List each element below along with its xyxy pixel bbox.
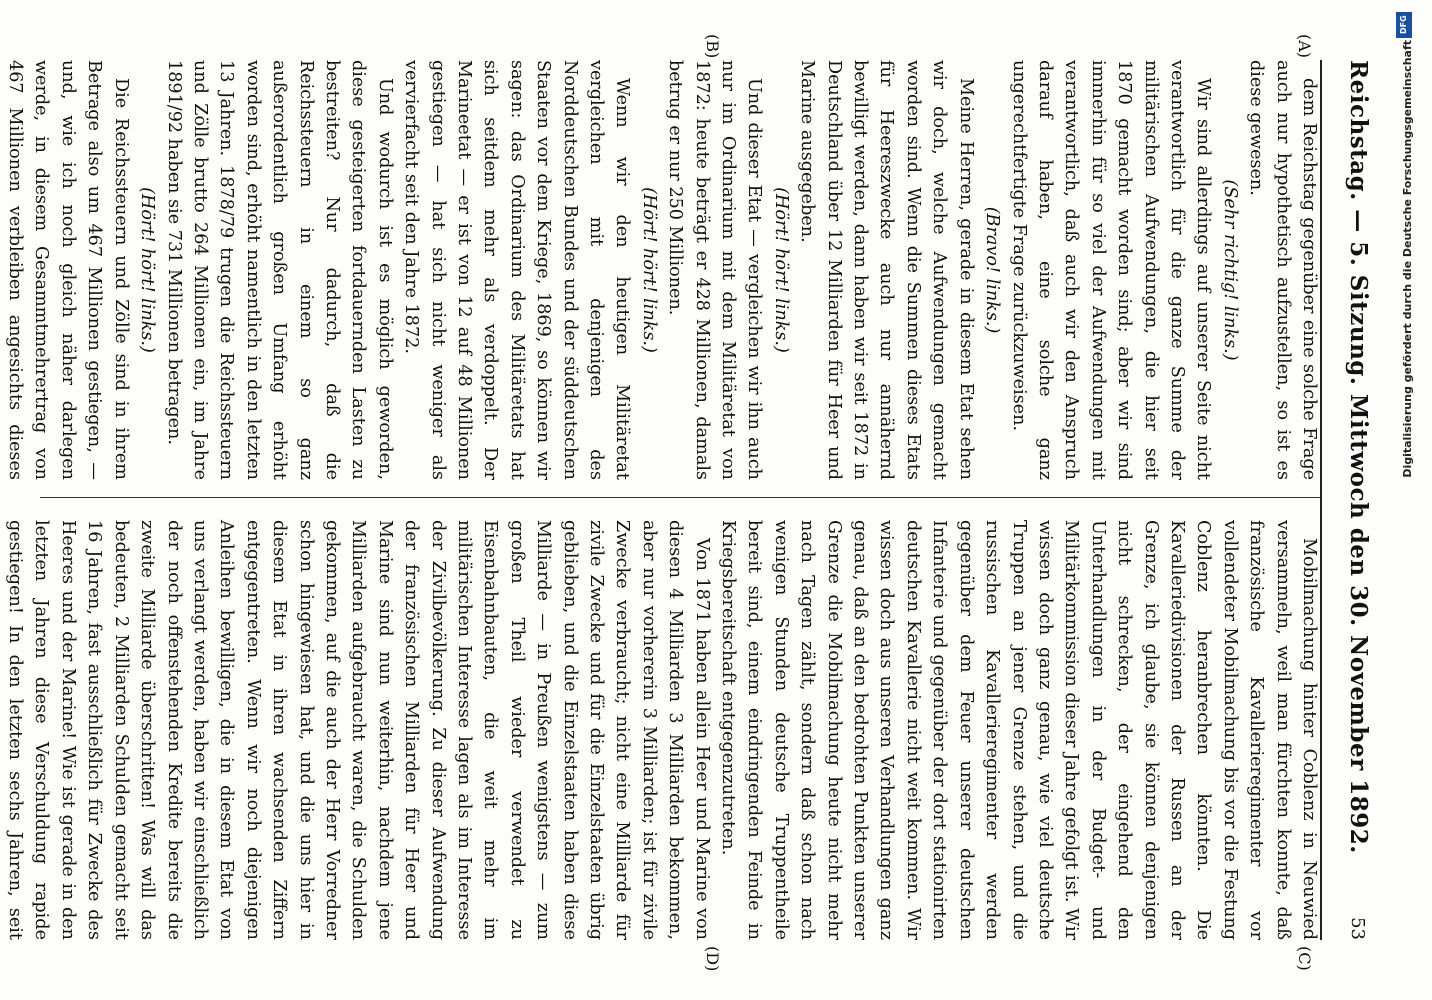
interjection: (Hört! hört! links.) [638,187,659,353]
column-divider [40,497,1320,498]
page-header-title: Reichstag. — 5. Sitzung. Mittwoch den 30. November 1892. [1345,60,1372,854]
left-text-column [5,60,1322,480]
margin-marker-d: (D) [703,946,722,972]
paragraph: dem Reichstag gegenüber eine solche Frage auch nur hypothetisch aufzustellen, so ist es diese gewesen. [1246,60,1319,480]
interjection: (Hört! hört! links.) [770,187,791,353]
interjection: (Bravo! links.) [982,206,1003,334]
paragraph: Und dieser Etat — vergleichen wir ihn auch nur im Ordinarium mit dem Militäretat von 1872: heute beträgt er 428 Millionen, damals betrug er nur 250 Millionen. [665,60,765,480]
paragraph: Wenn wir den heutigen Militäretat vergleichen mit denjenigen des Norddeutschen Bundes und der süddeutschen Staaten vor dem Kriege, 1869, so können wir sagen: das Ordinarium des Militäretats hat sich seitdem mehr als verdoppelt. Der Marineetat — er ist von 12 auf 48 Millionen gestiegen — hat sich nicht weniger als vervierfacht seit den Jahre 1872. [401,60,633,480]
digitization-credit [1392,0,1414,1000]
interjection: (Sehr richtig! links.) [1219,179,1240,361]
paragraph: Die Reichssteuern und Zölle sind in ihrem Betrage also um 467 Millionen gestiegen, — und, wie ich noch gleich näher darlegen werde, in diesem Gesammtmehrertrag von 467 Millionen verbleiben angesichts dieses [5,60,131,480]
digitization-note: Digitalisierung gefördert durch die Deutsche Forschungsgemeinschaft [1401,40,1414,478]
paragraph: Mobilmachung hinter Coblenz in Neuwied versammeln, weil man fürchten konnte, daß französische Kavallerieregimenter vor vollendeter Mobilmachung bis vor die Festung Coblenz heranbrechen könnten. Die Kavalleriedivisionen der Russen an der Grenze, ich glaube, sie können denjenigen nicht schrecken, der eingehend den Unterhandlungen in der Budget- und Militärkommission dieser Jahre gefolgt ist. Wir wissen doch ganz genau, wie viel deutsche Truppen an jener Grenze stehen, und die russischen Kavallerieregimenter werden gegenüber dem Feuer unserer deutschen Infanterie und gegenüber der dort stationirten deutschen Kavallerie nicht weit kommen. Wir wissen doch aus unseren Verhandlungen ganz genau, daß an den bedrohten Punkten unserer Grenze die Mobilmachung heute nicht mehr nach Tagen zählt, sondern daß schon nach wenigen Stunden deutsche Truppentheile bereit sind, einem eindringenden Feinde in Kriegsbereitschaft entgegenzutreten. [718,520,1319,940]
right-text-column [5,520,1322,940]
paragraph: Und wodurch ist es möglich geworden, diese gesteigerten fortdauernden Lasten zu bestreiten? Nur dadurch, daß die Reichssteuern in einem so ganz außerordentlich großen Umfang erhöht worden sind, erhöht namentlich in den letzten 13 Jahren. 1878/79 trugen die Reichssteuern und Zölle brutto 264 Millionen ein, im Jahre 1891/92 haben sie 731 Millionen betragen. [163,60,395,480]
paragraph: Meine Herren, gerade in diesem Etat sehen wir doch, welche Aufwendungen gemacht worden sind. Wenn die Summen dieses Etats für Heereszwecke auch nur annähernd bewilligt werden, dann haben wir seit 1872 in Deutschland über 12 Milliarden für Heer und Marine ausgegeben. [797,60,976,480]
page-header [1320,60,1392,940]
interjection: (Hört! hört! links.) [137,187,158,353]
paragraph: Wir sind allerdings auf unserer Seite nicht verantwortlich für die ganze Summe der militärischen Aufwendungen, die hier seit 1870 gemacht worden sind; aber wir sind immerhin für so viel der Aufwendungen mit verantwortlich, daß auch wir den Anspruch darauf haben, eine solche ganz ungerechtfertigte Frage zurückzuweisen. [1008,60,1214,480]
margin-marker-b: (B) [703,34,722,59]
margin-marker-a: (A) [1295,34,1314,59]
page-number: 53 [1347,917,1368,940]
paragraph: Von 1871 haben allein Heer und Marine von diesen 4 Milliarden 3 Milliarden bekommen, aber nur vorhererin 3 Milliarden; ist für zivile Zwecke verbraucht; nicht eine Milliarde für zivile Zwecke und für die Einzelstaaten übrig geblieben, und die Einzelstaaten haben diese Milliarde — in Preußen wenigstens — zum großen Theil wieder verwendet zu Eisenbahnbauten, die weit mehr im militärischen Interesse lagen als im Interesse der Zivilbevölkerung. Zu dieser Aufwendung der französischen Milliarden für Heer und Marine sind nun weiterhin, nachdem jene Milliarden aufgebraucht waren, die Schulden gekommen, auf die auch der Herr Vorredner schon hingewiesen hat, und die uns hier in diesem Etat in ihren wachsenden Ziffern entgegentreten. Wenn wir noch diejenigen Anleihen bewilligen, die in diesem Etat von uns verlangt werden, haben wir einschließlich der noch offenstehenden Kredite bereits die zweite Milliarde überschritten! Was will das bedeuten, 2 Milliarden Schulden gemacht seit 16 Jahren, fast ausschließlich für Zwecke des Heeres und der Marine! Wie ist gerade in den letzten Jahren diese Verschuldung rapide gestiegen! In den letzten sechs Jahren, seit [5,520,712,940]
dfg-logo: DFG [1396,12,1412,38]
margin-marker-c: (C) [1295,946,1314,971]
